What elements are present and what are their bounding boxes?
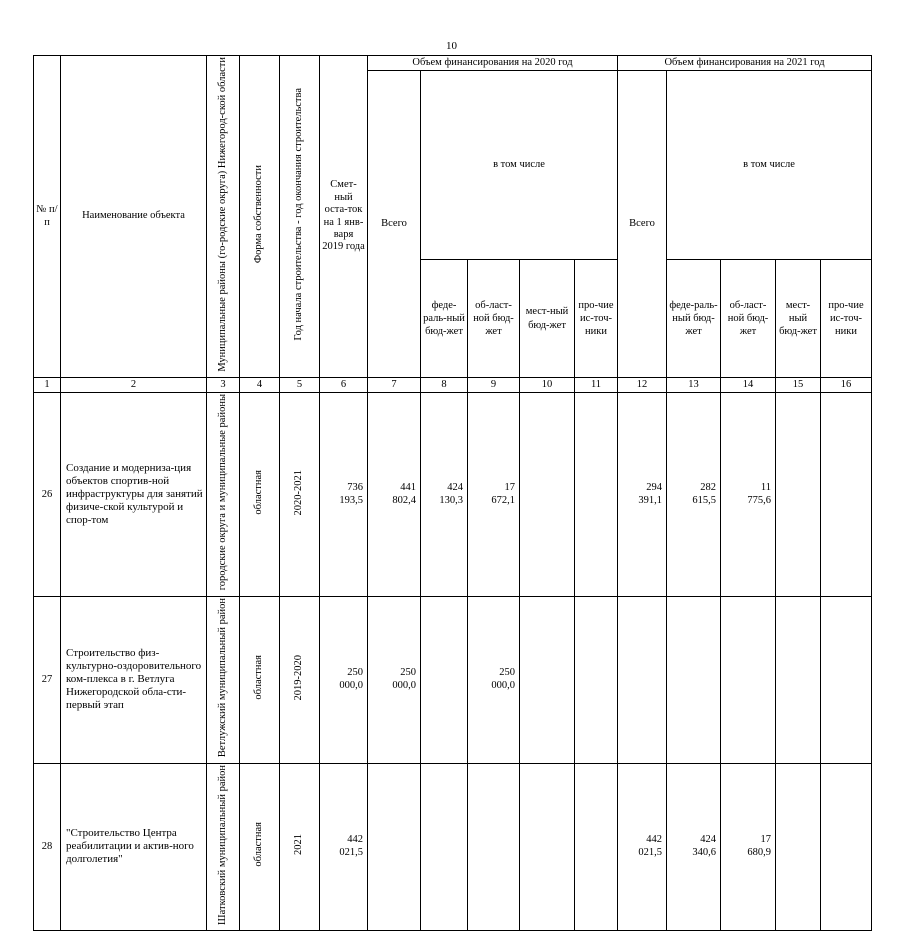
total-2021-cell: 442 021,5 [618, 763, 667, 930]
total-2021-cell [618, 597, 667, 764]
column-number: 6 [320, 378, 368, 393]
regional-2020-cell: 17 672,1 [468, 393, 520, 597]
total-2020-cell: 441 802,4 [368, 393, 421, 597]
other-2020-cell [575, 393, 618, 597]
header-regional-2020: об-ласт-ной бюд-жет [468, 260, 520, 378]
local-2020-cell [520, 393, 575, 597]
years-cell: 2019-2020 [280, 597, 320, 764]
column-number: 1 [34, 378, 61, 393]
other-2021-cell [821, 393, 872, 597]
page-number: 10 [446, 40, 457, 52]
column-number: 13 [667, 378, 721, 393]
regional-2020-cell [468, 763, 520, 930]
years-cell: 2021 [280, 763, 320, 930]
column-number: 3 [207, 378, 240, 393]
object-name: "Строительство Центра реабилитации и актив-ного долголетия" [61, 763, 207, 930]
column-number: 2 [61, 378, 207, 393]
district-cell: городские округа и муниципальные районы [207, 393, 240, 597]
federal-2020-cell: 424 130,3 [421, 393, 468, 597]
federal-2021-cell: 424 340,6 [667, 763, 721, 930]
district-cell: Шатковский муниципальный район [207, 763, 240, 930]
column-number: 9 [468, 378, 520, 393]
header-regional-2021: об-ласт-ной бюд-жет [721, 260, 776, 378]
column-number: 4 [240, 378, 280, 393]
table-row [34, 763, 872, 930]
header-total-2020: Всего [368, 71, 421, 378]
local-2021-cell [776, 763, 821, 930]
remainder-cell: 442 021,5 [320, 763, 368, 930]
local-2021-cell [776, 597, 821, 764]
ownership-cell: областная [240, 763, 280, 930]
financing-table [33, 55, 872, 931]
regional-2021-cell: 11 775,6 [721, 393, 776, 597]
remainder-cell: 736 193,5 [320, 393, 368, 597]
header-federal-2020: феде-раль-ный бюд-жет [421, 260, 468, 378]
row-num: 28 [34, 763, 61, 930]
other-2021-cell [821, 597, 872, 764]
column-number: 12 [618, 378, 667, 393]
header-federal-2021: феде-раль-ный бюд-жет [667, 260, 721, 378]
federal-2020-cell [421, 763, 468, 930]
header-other-2020: про-чие ис-точ-ники [575, 260, 618, 378]
ownership-cell: областная [240, 597, 280, 764]
column-number: 10 [520, 378, 575, 393]
local-2021-cell [776, 393, 821, 597]
table-row [34, 393, 872, 597]
header-fin-2020: Объем финансирования на 2020 год [368, 56, 618, 71]
header-local-2020: мест-ный бюд-жет [520, 260, 575, 378]
header-district: Муниципальные районы (го-родские округа) Нижегород-ской области [207, 56, 240, 378]
local-2020-cell [520, 597, 575, 764]
row-num: 26 [34, 393, 61, 597]
header-remainder: Смет-ный оста-ток на 1 янв-варя 2019 года [320, 56, 368, 378]
object-name: Создание и модерниза-ция объектов спортив-ной инфраструктуры для занятий физиче-ской культурой и спор-том [61, 393, 207, 597]
header-total-2021: Всего [618, 71, 667, 378]
header-name: Наименование объекта [61, 56, 207, 378]
column-number: 5 [280, 378, 320, 393]
column-number: 11 [575, 378, 618, 393]
header-local-2021: мест-ный бюд-жет [776, 260, 821, 378]
other-2020-cell [575, 597, 618, 764]
other-2021-cell [821, 763, 872, 930]
federal-2020-cell [421, 597, 468, 764]
federal-2021-cell [667, 597, 721, 764]
local-2020-cell [520, 763, 575, 930]
total-2020-cell: 250 000,0 [368, 597, 421, 764]
ownership-cell: областная [240, 393, 280, 597]
column-number: 8 [421, 378, 468, 393]
header-including-2021: в том числе [667, 71, 872, 260]
years-cell: 2020-2021 [280, 393, 320, 597]
column-number: 7 [368, 378, 421, 393]
total-2020-cell [368, 763, 421, 930]
header-fin-2021: Объем финансирования на 2021 год [618, 56, 872, 71]
federal-2021-cell: 282 615,5 [667, 393, 721, 597]
table-row [34, 597, 872, 764]
header-including-2020: в том числе [421, 71, 618, 260]
other-2020-cell [575, 763, 618, 930]
column-number: 14 [721, 378, 776, 393]
column-number-row [34, 378, 872, 393]
object-name: Строительство физ-культурно-оздоровительного ком-плекса в г. Ветлуга Нижегородской обла-сти- первый этап [61, 597, 207, 764]
regional-2020-cell: 250 000,0 [468, 597, 520, 764]
header-years: Год начала строительства - год окончания строительства [280, 56, 320, 378]
total-2021-cell: 294 391,1 [618, 393, 667, 597]
header-num: № п/ п [34, 56, 61, 378]
regional-2021-cell [721, 597, 776, 764]
header-ownership: Форма собственности [240, 56, 280, 378]
remainder-cell: 250 000,0 [320, 597, 368, 764]
district-cell: Ветлужский муниципальный район [207, 597, 240, 764]
column-number: 15 [776, 378, 821, 393]
header-other-2021: про-чие ис-точ-ники [821, 260, 872, 378]
row-num: 27 [34, 597, 61, 764]
column-number: 16 [821, 378, 872, 393]
regional-2021-cell: 17 680,9 [721, 763, 776, 930]
